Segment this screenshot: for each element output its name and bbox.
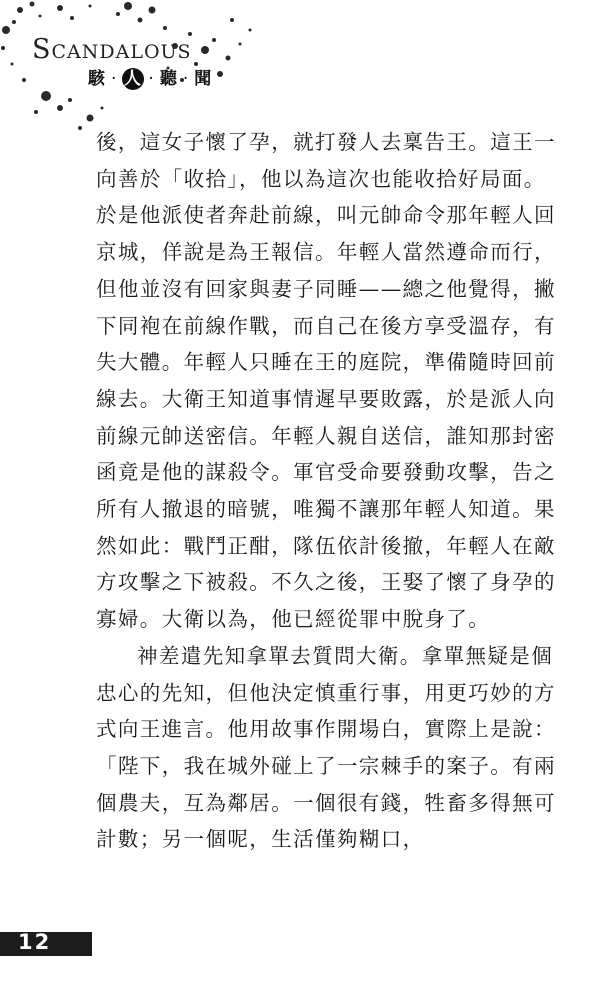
brand-cn-char: 駭: [88, 69, 107, 89]
page-body: [96, 124, 566, 858]
brand-rest: CANDALOUS: [51, 41, 192, 63]
brand-cn-char: 人: [123, 69, 143, 89]
page-number: 12: [18, 930, 52, 954]
series-brand-logo: [32, 34, 192, 65]
brand-initial: S: [32, 34, 52, 65]
brand-cn-char: 聽: [159, 69, 179, 89]
series-brand-chinese: 駭 · 人 · 聽 · 聞: [88, 69, 214, 89]
body-paragraph: 後，這女子懷了孕，就打發人去稟告王。這王一向善於「收拾」，他以為這次也能收拾好局面。於是他派使者奔赴前線，叫元帥命令那年輕人回京城，佯說是為王報信。年輕人當然遵命而行，但他並沒有回家與妻子同睡——總之他覺得，撇下同袍在前線作戰，而自己在後方享受溫存，有失大體。年輕人只睡在王的庭院，準備隨時回前線去。大衛王知道事情遲早要敗露，於是派人向前線元帥送密信。年輕人親自送信，誰知那封密函竟是他的謀殺令。軍官受命要發動攻擊，告之所有人撤退的暗號，唯獨不讓那年輕人知道。果然如此：戰鬥正酣，隊伍依計後撤，年輕人在敵方攻擊之下被殺。不久之後，王娶了懷了身孕的寡婦。大衛以為，他已經從罪中脫身了。: [96, 130, 556, 632]
body-paragraph: 神差遣先知拿單去質問大衛。拿單無疑是個忠心的先知，但他決定慎重行事，用更巧妙的方式向王進言。他用故事作開場白，實際上是說：「陛下，我在城外碰上了一宗棘手的案子。有兩個農夫，互為鄰居。一個很有錢，牲畜多得無可計數；另一個呢，生活僅夠糊口，: [96, 643, 556, 852]
brand-cn-char: 聞: [194, 69, 214, 89]
